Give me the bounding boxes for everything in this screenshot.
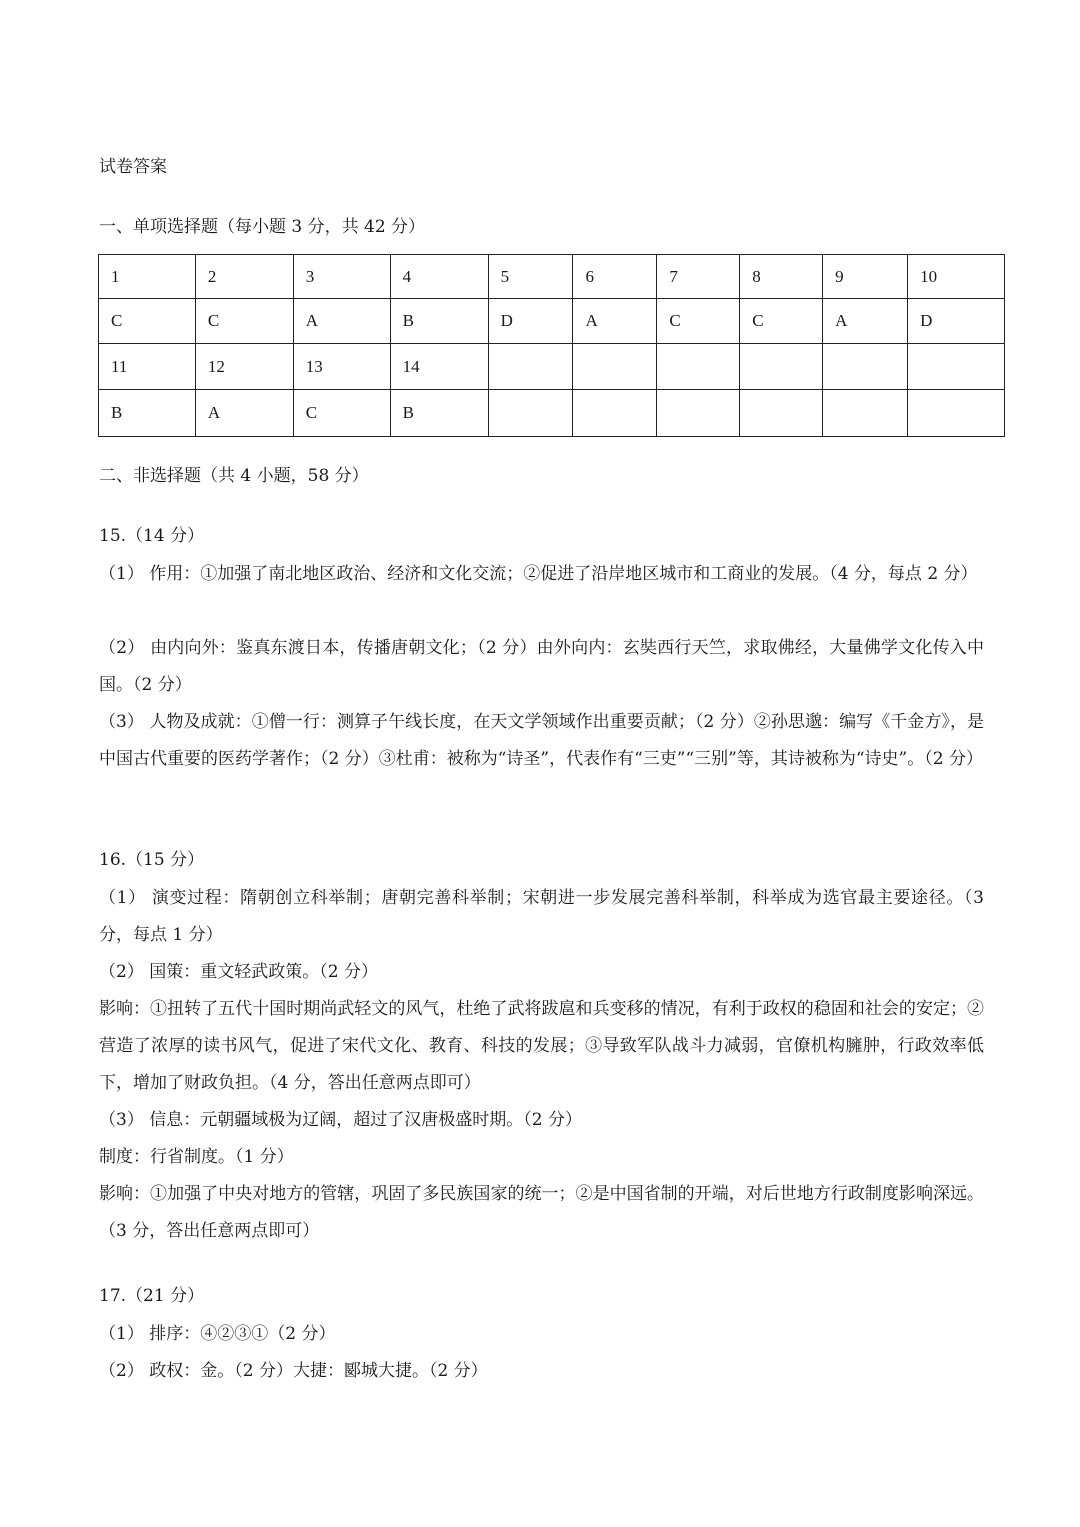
table-cell: B	[99, 390, 196, 437]
table-cell: 3	[293, 255, 390, 299]
table-cell: D	[488, 299, 573, 344]
table-cell	[740, 344, 823, 390]
table-cell: C	[195, 299, 293, 344]
table-cell: A	[823, 299, 908, 344]
table-cell	[740, 390, 823, 437]
table-cell	[657, 390, 740, 437]
question-16-part-1: （1） 演变过程：隋朝创立科举制；唐朝完善科举制；宋朝进一步发展完善科举制，科举成为选官最主要途径。（3 分，每点 1 分）	[99, 888, 984, 945]
question-15-heading: 15.（14 分）	[99, 526, 205, 546]
table-cell: 2	[195, 255, 293, 299]
question-15-part-2: （2） 由内向外：鉴真东渡日本，传播唐朝文化；（2 分）由外向内：玄奘西行天竺，求取佛经，大量佛学文化传入中国。（2 分）	[99, 638, 984, 695]
table-cell: D	[908, 299, 1005, 344]
question-16-part-3: （3） 信息：元朝疆域极为辽阔，超过了汉唐极盛时期。（2 分）	[99, 1110, 582, 1130]
section-2-heading: 二、非选择题（共 4 小题，58 分）	[99, 466, 369, 486]
question-16-impact-1: 影响：①扭转了五代十国时期尚武轻文的风气，杜绝了武将跋扈和兵变移的情况，有利于政权的稳固和社会的安定；②营造了浓厚的读书风气，促进了宋代文化、教育、科技的发展；③导致军队战斗力减弱，官僚机构臃肿，行政效率低下，增加了财政负担。（4 分，答出任意两点即可）	[99, 999, 984, 1093]
table-cell: A	[195, 390, 293, 437]
table-cell: 6	[573, 255, 657, 299]
table-cell	[573, 390, 657, 437]
question-17-part-2: （2） 政权：金。（2 分）大捷：郾城大捷。（2 分）	[99, 1361, 488, 1381]
table-cell: C	[293, 390, 390, 437]
table-row	[99, 390, 1005, 437]
table-cell: C	[99, 299, 196, 344]
table-row	[99, 299, 1005, 344]
table-cell: 12	[195, 344, 293, 390]
table-cell: C	[657, 299, 740, 344]
table-cell: A	[293, 299, 390, 344]
table-cell	[573, 344, 657, 390]
table-cell	[908, 390, 1005, 437]
table-cell: 7	[657, 255, 740, 299]
question-16-heading: 16.（15 分）	[99, 850, 205, 870]
table-cell: B	[390, 299, 488, 344]
table-row	[99, 344, 1005, 390]
question-16-system: 制度：行省制度。（1 分）	[99, 1147, 294, 1167]
question-17-heading: 17.（21 分）	[99, 1286, 205, 1306]
question-15-part-3: （3） 人物及成就：①僧一行：测算子午线长度，在天文学领域作出重要贡献；（2 分）②孙思邈：编写《千金方》，是中国古代重要的医药学著作；（2 分）③杜甫：被称为“诗圣”，代表作有“三吏”“三别”等，其诗被称为“诗史”。（2 分）	[99, 712, 984, 769]
answer-table	[98, 254, 1005, 437]
table-cell: 14	[390, 344, 488, 390]
question-16-part-2: （2） 国策：重文轻武政策。（2 分）	[99, 962, 378, 982]
table-cell: 5	[488, 255, 573, 299]
table-cell: 9	[823, 255, 908, 299]
table-cell: 1	[99, 255, 196, 299]
table-cell: 11	[99, 344, 196, 390]
table-cell: 4	[390, 255, 488, 299]
question-15-part-1: （1） 作用：①加强了南北地区政治、经济和文化交流；②促进了沿岸地区城市和工商业的发展。（4 分，每点 2 分）	[99, 564, 978, 584]
table-cell: 13	[293, 344, 390, 390]
table-cell: A	[573, 299, 657, 344]
table-cell: B	[390, 390, 488, 437]
table-cell	[488, 390, 573, 437]
section-1-heading: 一、单项选择题（每小题 3 分，共 42 分）	[99, 217, 426, 237]
question-17-part-1: （1） 排序：④②③①（2 分）	[99, 1324, 336, 1344]
table-cell: C	[740, 299, 823, 344]
table-cell	[657, 344, 740, 390]
table-cell	[823, 390, 908, 437]
table-row	[99, 255, 1005, 299]
table-cell: 8	[740, 255, 823, 299]
table-cell: 10	[908, 255, 1005, 299]
table-cell	[488, 344, 573, 390]
page-title: 试卷答案	[99, 157, 167, 177]
table-cell	[823, 344, 908, 390]
table-cell	[908, 344, 1005, 390]
question-16-impact-2: 影响：①加强了中央对地方的管辖，巩固了多民族国家的统一；②是中国省制的开端，对后世地方行政制度影响深远。（3 分，答出任意两点即可）	[99, 1184, 984, 1241]
